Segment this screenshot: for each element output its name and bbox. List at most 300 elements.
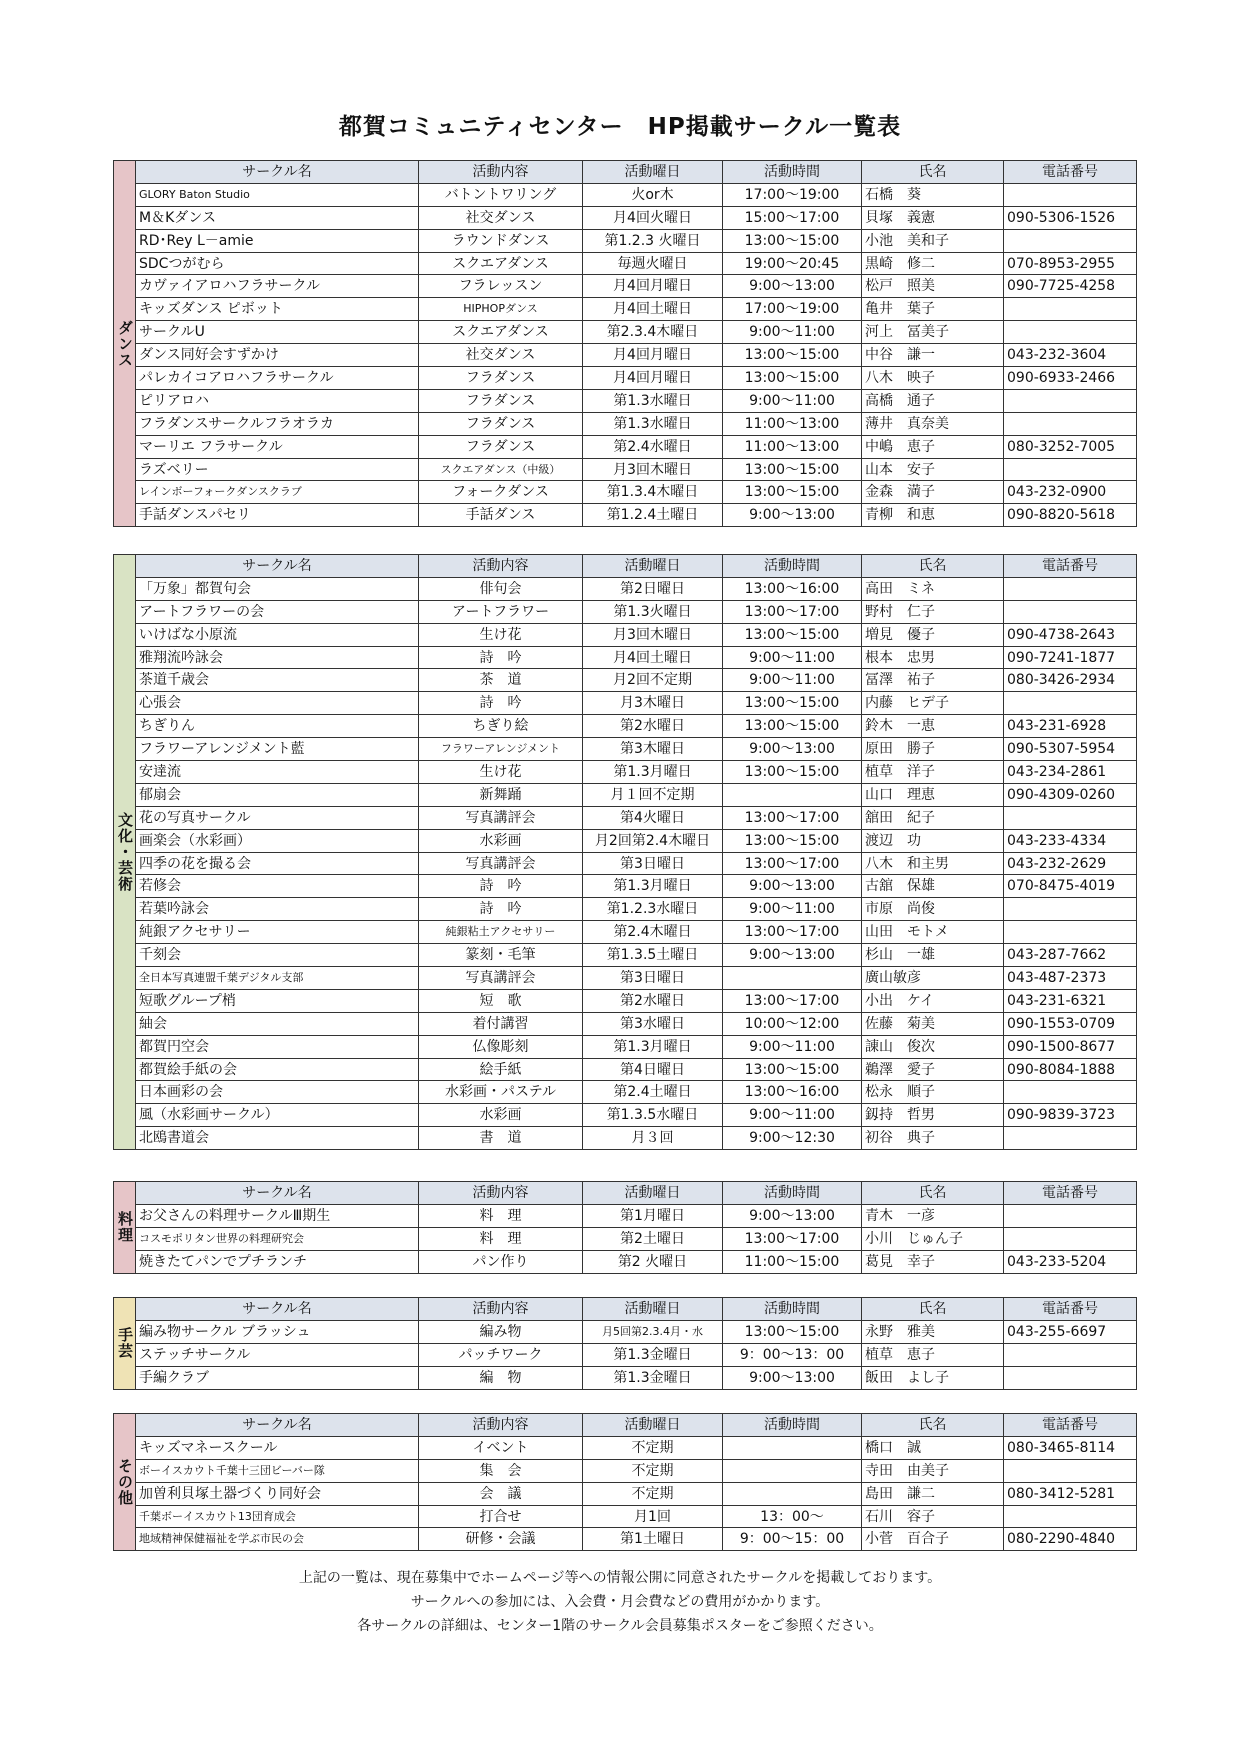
table-row [136,1459,1137,1482]
time-cell: 9:00～12:30 [723,1127,862,1150]
day-cell: 第2.3.4木曜日 [583,321,723,344]
section-handicraft [113,1297,1137,1390]
activity-cell: ちぎり絵 [419,715,583,738]
contact-name-cell: 小出 ケイ [862,989,1004,1012]
page-title: 都賀コミュニティセンター HP掲載サークル一覧表 [338,114,902,140]
contact-name-cell: 山本 安子 [862,458,1004,481]
table-row [136,898,1137,921]
table-row [136,1204,1137,1227]
table-row [136,692,1137,715]
circle-name-cell: アートフラワーの会 [136,600,419,623]
column-circle-name-header: サークル名 [136,1298,419,1321]
day-cell: 第1.3月曜日 [583,875,723,898]
circle-table [135,1297,1137,1390]
activity-cell: HIPHOPダンス [419,298,583,321]
time-cell: 10:00～12:00 [723,1012,862,1035]
column-time-header: 活動時間 [723,555,862,578]
day-cell: 第2土曜日 [583,1227,723,1250]
day-cell: 第1月曜日 [583,1204,723,1227]
circle-name-cell: フラダンスサークルフラオラカ [136,412,419,435]
activity-cell: フラダンス [419,367,583,390]
day-cell: 月3回木曜日 [583,458,723,481]
phone-cell: 080-2290-4840 [1004,1528,1137,1551]
table-row [136,783,1137,806]
activity-cell: バトントワリング [419,183,583,206]
table-row [136,944,1137,967]
time-cell: 13:00～16:00 [723,1081,862,1104]
contact-name-cell: 高橋 通子 [862,389,1004,412]
category-label: 料理 [116,1211,134,1244]
day-cell: 第1.3月曜日 [583,761,723,784]
phone-cell: 043-233-5204 [1004,1250,1137,1273]
time-cell: 17:00～19:00 [723,298,862,321]
day-cell: 第1土曜日 [583,1528,723,1551]
time-cell [723,783,862,806]
contact-name-cell: 石橋 葵 [862,183,1004,206]
phone-cell [1004,1366,1137,1389]
category-label: 文化・芸術 [116,812,134,893]
table-header-row [136,555,1137,578]
phone-cell: 090-8084-1888 [1004,1058,1137,1081]
circle-name-cell: サークルU [136,321,419,344]
phone-cell: 090-4309-0260 [1004,783,1137,806]
day-cell: 第1.3水曜日 [583,389,723,412]
activity-cell: スクエアダンス [419,321,583,344]
circle-name-cell: ラズベリー [136,458,419,481]
column-circle-name-header: サークル名 [136,555,419,578]
phone-cell [1004,692,1137,715]
contact-name-cell: 橋口 誠 [862,1436,1004,1459]
time-cell [723,1459,862,1482]
day-cell: 月4回月曜日 [583,367,723,390]
table-row [136,577,1137,600]
activity-cell: 打合せ [419,1505,583,1528]
table-row [136,1250,1137,1273]
table-row [136,298,1137,321]
activity-cell: 水彩画 [419,1104,583,1127]
phone-cell [1004,458,1137,481]
activity-cell: 俳句会 [419,577,583,600]
column-day-header: 活動曜日 [583,1182,723,1205]
table-row [136,458,1137,481]
circle-name-cell: いけばな小原流 [136,623,419,646]
contact-name-cell: 八木 映子 [862,367,1004,390]
phone-cell: 080-3426-2934 [1004,669,1137,692]
column-contact-name-header: 氏名 [862,161,1004,184]
circle-name-cell: 花の写真サークル [136,806,419,829]
circle-name-cell: 安達流 [136,761,419,784]
contact-name-cell: 古舘 保雄 [862,875,1004,898]
activity-cell: フラダンス [419,412,583,435]
time-cell: 15:00～17:00 [723,206,862,229]
phone-cell [1004,898,1137,921]
time-cell: 9:00～11:00 [723,646,862,669]
day-cell: 第2.4木曜日 [583,921,723,944]
activity-cell: 写真講評会 [419,806,583,829]
table-header-row [136,1414,1137,1437]
table-row [136,715,1137,738]
table-row [136,389,1137,412]
column-phone-header: 電話番号 [1004,161,1137,184]
contact-name-cell: 釼持 哲男 [862,1104,1004,1127]
time-cell: 9:00～11:00 [723,389,862,412]
phone-cell: 090-7725-4258 [1004,275,1137,298]
day-cell: 第4日曜日 [583,1058,723,1081]
activity-cell: 純銀粘土アクセサリー [419,921,583,944]
time-cell: 9:00～11:00 [723,669,862,692]
circle-name-cell: 「万象」都賀句会 [136,577,419,600]
day-cell: 第2水曜日 [583,715,723,738]
phone-cell: 043-232-3604 [1004,344,1137,367]
day-cell: 月1回 [583,1505,723,1528]
table-row [136,921,1137,944]
time-cell: 9：00～13：00 [723,1343,862,1366]
activity-cell: 絵手紙 [419,1058,583,1081]
time-cell: 13:00～15:00 [723,715,862,738]
activity-cell: 研修・会議 [419,1528,583,1551]
phone-cell: 043-232-0900 [1004,481,1137,504]
contact-name-cell: 青柳 和恵 [862,504,1004,527]
activity-cell: 篆刻・毛筆 [419,944,583,967]
contact-name-cell: 野村 仁子 [862,600,1004,623]
contact-name-cell: 山田 モトメ [862,921,1004,944]
activity-cell: イベント [419,1436,583,1459]
circle-name-cell: 手話ダンスパセリ [136,504,419,527]
contact-name-cell: 諌山 俊次 [862,1035,1004,1058]
activity-cell: フラダンス [419,389,583,412]
contact-name-cell: 冨澤 祐子 [862,669,1004,692]
circle-name-cell: キッズマネースクール [136,1436,419,1459]
day-cell: 月2回第2.4木曜日 [583,829,723,852]
phone-cell: 043-231-6928 [1004,715,1137,738]
contact-name-cell: 渡辺 功 [862,829,1004,852]
activity-cell: 料 理 [419,1227,583,1250]
time-cell: 13:00～15:00 [723,1320,862,1343]
contact-name-cell: 亀井 葉子 [862,298,1004,321]
activity-cell: 水彩画・パステル [419,1081,583,1104]
activity-cell: 書 道 [419,1127,583,1150]
contact-name-cell: 廣山敏彦 [862,967,1004,990]
contact-name-cell: 小菅 百合子 [862,1528,1004,1551]
contact-name-cell: 島田 謙二 [862,1482,1004,1505]
activity-cell: 料 理 [419,1204,583,1227]
phone-cell: 090-5306-1526 [1004,206,1137,229]
activity-cell: 詩 吟 [419,898,583,921]
column-time-header: 活動時間 [723,1414,862,1437]
day-cell: 月１回不定期 [583,783,723,806]
table-row [136,646,1137,669]
time-cell: 13：00～ [723,1505,862,1528]
phone-cell: 043-255-6697 [1004,1320,1137,1343]
time-cell: 13:00～16:00 [723,577,862,600]
contact-name-cell: 鵜澤 愛子 [862,1058,1004,1081]
time-cell: 9:00～11:00 [723,898,862,921]
time-cell [723,1482,862,1505]
circle-name-cell: ボーイスカウト千葉十三団ビーバー隊 [136,1459,419,1482]
circle-name-cell: 純銀アクセサリー [136,921,419,944]
contact-name-cell: 山口 理恵 [862,783,1004,806]
contact-name-cell: 原田 勝子 [862,738,1004,761]
contact-name-cell: 小川 じゅん子 [862,1227,1004,1250]
table-row [136,1505,1137,1528]
phone-cell [1004,1343,1137,1366]
table-row [136,504,1137,527]
phone-cell: 090-8820-5618 [1004,504,1137,527]
contact-name-cell: 内藤 ヒデ子 [862,692,1004,715]
day-cell: 月4回土曜日 [583,298,723,321]
contact-name-cell: 黒崎 修二 [862,252,1004,275]
column-day-header: 活動曜日 [583,1298,723,1321]
activity-cell: 会 議 [419,1482,583,1505]
time-cell: 13:00～15:00 [723,344,862,367]
contact-name-cell: 石川 容子 [862,1505,1004,1528]
time-cell: 13:00～15:00 [723,367,862,390]
section-cooking [113,1181,1137,1274]
circle-name-cell: 茶道千歳会 [136,669,419,692]
day-cell: 第1.3.5水曜日 [583,1104,723,1127]
activity-cell: フラレッスン [419,275,583,298]
table-row [136,600,1137,623]
day-cell: 第3木曜日 [583,738,723,761]
column-activity-header: 活動内容 [419,555,583,578]
activity-cell: 編 物 [419,1366,583,1389]
activity-cell: 生け花 [419,761,583,784]
footer-notes [0,1566,1240,1638]
phone-cell: 043-234-2861 [1004,761,1137,784]
circle-name-cell: SDCつがむら [136,252,419,275]
time-cell: 9:00～13:00 [723,504,862,527]
activity-cell: スクエアダンス（中級） [419,458,583,481]
column-contact-name-header: 氏名 [862,1182,1004,1205]
category-label: 手芸 [116,1327,134,1360]
circle-name-cell: ちぎりん [136,715,419,738]
column-time-header: 活動時間 [723,161,862,184]
day-cell: 第2.4水曜日 [583,435,723,458]
table-row [136,1104,1137,1127]
day-cell: 第3水曜日 [583,1012,723,1035]
activity-cell: 短 歌 [419,989,583,1012]
day-cell: 月3回木曜日 [583,623,723,646]
column-day-header: 活動曜日 [583,161,723,184]
activity-cell: 水彩画 [419,829,583,852]
circle-name-cell: コスモポリタン世界の料理研究会 [136,1227,419,1250]
phone-cell: 043-232-2629 [1004,852,1137,875]
phone-cell [1004,600,1137,623]
time-cell: 13:00～17:00 [723,852,862,875]
table-header-row [136,1182,1137,1205]
table-row [136,761,1137,784]
activity-cell: パッチワーク [419,1343,583,1366]
day-cell: 第1.3金曜日 [583,1366,723,1389]
time-cell: 9:00～11:00 [723,321,862,344]
column-time-header: 活動時間 [723,1298,862,1321]
time-cell: 9:00～13:00 [723,1204,862,1227]
phone-cell: 090-7241-1877 [1004,646,1137,669]
column-circle-name-header: サークル名 [136,1414,419,1437]
day-cell: 不定期 [583,1482,723,1505]
table-row [136,1227,1137,1250]
day-cell: 月4回土曜日 [583,646,723,669]
column-circle-name-header: サークル名 [136,161,419,184]
table-row [136,989,1137,1012]
circle-name-cell: マーリエ フラサークル [136,435,419,458]
day-cell: 第1.3水曜日 [583,412,723,435]
circle-name-cell: ステッチサークル [136,1343,419,1366]
table-row [136,435,1137,458]
contact-name-cell: 舘田 紀子 [862,806,1004,829]
day-cell: 不定期 [583,1436,723,1459]
day-cell: 月３回 [583,1127,723,1150]
day-cell: 第1.2.4土曜日 [583,504,723,527]
circle-name-cell: 加曽利貝塚土器づくり同好会 [136,1482,419,1505]
category-label-dance [113,160,135,527]
table-row [136,1058,1137,1081]
circle-name-cell: 地域精神保健福祉を学ぶ市民の会 [136,1528,419,1551]
time-cell: 13:00～15:00 [723,829,862,852]
phone-cell: 080-3412-5281 [1004,1482,1137,1505]
table-row [136,321,1137,344]
day-cell: 第1.3月曜日 [583,1035,723,1058]
activity-cell: パン作り [419,1250,583,1273]
circle-name-cell: 画楽会（水彩画） [136,829,419,852]
table-row [136,669,1137,692]
contact-name-cell: 薄井 真奈美 [862,412,1004,435]
contact-name-cell: 増見 優子 [862,623,1004,646]
activity-cell: フラワーアレンジメント [419,738,583,761]
phone-cell [1004,1081,1137,1104]
column-phone-header: 電話番号 [1004,555,1137,578]
circle-name-cell: 心張会 [136,692,419,715]
time-cell: 13:00～15:00 [723,458,862,481]
circle-table [135,554,1137,1150]
time-cell: 9:00～13:00 [723,1366,862,1389]
activity-cell: フラダンス [419,435,583,458]
table-header-row [136,1298,1137,1321]
time-cell: 13:00～15:00 [723,761,862,784]
circle-name-cell: 北鴎書道会 [136,1127,419,1150]
activity-cell: 集 会 [419,1459,583,1482]
circle-name-cell: RD･Rey L－amie [136,229,419,252]
day-cell: 不定期 [583,1459,723,1482]
contact-name-cell: 青木 一彦 [862,1204,1004,1227]
table-row [136,1343,1137,1366]
day-cell: 第1.2.3水曜日 [583,898,723,921]
table-row [136,806,1137,829]
time-cell: 13:00～17:00 [723,806,862,829]
column-activity-header: 活動内容 [419,161,583,184]
circle-table [135,1413,1137,1551]
circle-name-cell: GLORY Baton Studio [136,183,419,206]
column-activity-header: 活動内容 [419,1298,583,1321]
time-cell: 9:00～11:00 [723,1104,862,1127]
time-cell: 9:00～13:00 [723,944,862,967]
phone-cell: 090-6933-2466 [1004,367,1137,390]
table-row [136,623,1137,646]
contact-name-cell: 鈴木 一恵 [862,715,1004,738]
column-activity-header: 活動内容 [419,1414,583,1437]
category-label: ダンス [116,319,134,368]
circle-name-cell: レインボーフォークダンスクラブ [136,481,419,504]
phone-cell: 070-8475-4019 [1004,875,1137,898]
circle-name-cell: 四季の花を撮る会 [136,852,419,875]
phone-cell [1004,921,1137,944]
circle-name-cell: 千刻会 [136,944,419,967]
phone-cell [1004,1459,1137,1482]
category-label: その他 [116,1458,134,1507]
phone-cell [1004,577,1137,600]
phone-cell [1004,389,1137,412]
contact-name-cell: 貝塚 義憲 [862,206,1004,229]
time-cell: 13:00～17:00 [723,600,862,623]
day-cell: 第2.4土曜日 [583,1081,723,1104]
category-label-culture [113,554,135,1150]
phone-cell [1004,1204,1137,1227]
phone-cell [1004,1127,1137,1150]
circle-name-cell: フラワーアレンジメント藍 [136,738,419,761]
table-row [136,252,1137,275]
circle-name-cell: 短歌グループ梢 [136,989,419,1012]
time-cell: 13:00～17:00 [723,921,862,944]
category-label-cooking [113,1181,135,1274]
time-cell [723,1436,862,1459]
contact-name-cell: 葛見 幸子 [862,1250,1004,1273]
column-phone-header: 電話番号 [1004,1182,1137,1205]
activity-cell: 編み物 [419,1320,583,1343]
activity-cell: 社交ダンス [419,206,583,229]
activity-cell: 新舞踊 [419,783,583,806]
phone-cell: 090-9839-3723 [1004,1104,1137,1127]
time-cell [723,967,862,990]
day-cell: 第3日曜日 [583,852,723,875]
contact-name-cell: 金森 満子 [862,481,1004,504]
activity-cell: スクエアダンス [419,252,583,275]
day-cell: 毎週火曜日 [583,252,723,275]
time-cell: 9:00～13:00 [723,275,862,298]
phone-cell [1004,298,1137,321]
column-day-header: 活動曜日 [583,1414,723,1437]
table-row [136,1320,1137,1343]
time-cell: 9:00～13:00 [723,738,862,761]
phone-cell: 090-1500-8677 [1004,1035,1137,1058]
circle-name-cell: 都賀絵手紙の会 [136,1058,419,1081]
circle-name-cell: 郁扇会 [136,783,419,806]
activity-cell: 着付講習 [419,1012,583,1035]
table-row [136,1366,1137,1389]
time-cell: 13:00～15:00 [723,623,862,646]
activity-cell: フォークダンス [419,481,583,504]
circle-name-cell: ピリアロハ [136,389,419,412]
table-row [136,738,1137,761]
contact-name-cell: 市原 尚俊 [862,898,1004,921]
activity-cell: 写真講評会 [419,852,583,875]
table-row [136,967,1137,990]
circle-name-cell: 紬会 [136,1012,419,1035]
table-row [136,481,1137,504]
column-contact-name-header: 氏名 [862,1414,1004,1437]
time-cell: 13:00～17:00 [723,989,862,1012]
circle-name-cell: お父さんの料理サークルⅢ期生 [136,1204,419,1227]
table-row [136,1436,1137,1459]
phone-cell [1004,321,1137,344]
phone-cell: 090-1553-0709 [1004,1012,1137,1035]
section-culture-arts [113,554,1137,1150]
circle-name-cell: 若葉吟詠会 [136,898,419,921]
day-cell: 第1.3.4木曜日 [583,481,723,504]
time-cell: 11:00～13:00 [723,435,862,458]
circle-name-cell: キッズダンス ピボット [136,298,419,321]
column-time-header: 活動時間 [723,1182,862,1205]
table-row [136,1012,1137,1035]
